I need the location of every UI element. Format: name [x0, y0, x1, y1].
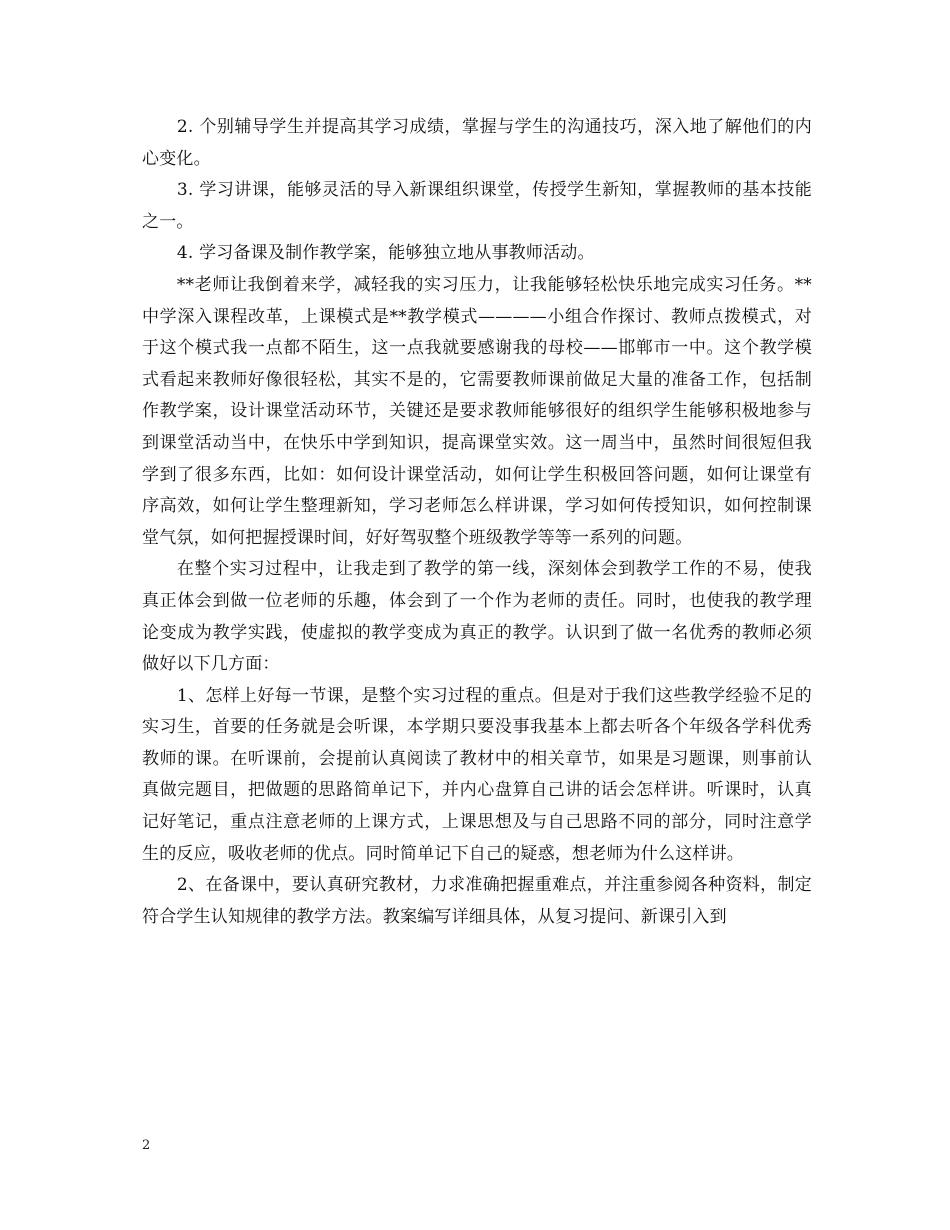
body-text	[142, 112, 812, 933]
paragraph-point-2: 2、在备课中，要认真研究教材，力求准确把握重难点，并注重参阅各种资料，制定符合学生认知规律的教学方法。教案编写详细具体，从复习提问、新课引入到	[142, 875, 812, 927]
paragraph-teaching-mode: **老师让我倒着来学，减轻我的实习压力，让我能够轻松快乐地完成实习任务。**中学深入课程改革，上课模式是**教学模式————小组合作探讨、教师点拨模式，对于这个模式我一点都不陌生，这一点我就要感谢我的母校——邯郸市一中。这个教学模式看起来教师好像很轻松，其实不是的，它需要教师课前做足大量的准备工作，包括制作教学案，设计课堂活动环节，关键还是要求教师能够很好的组织学生能够积极地参与到课堂活动当中，在快乐中学到知识，提高课堂实效。这一周当中，虽然时间很短但我学到了很多东西，比如：如何设计课堂活动，如何让学生积极回答问题，如何让课堂有序高效，如何让学生整理新知，学习老师怎么样讲课，学习如何传授知识，如何控制课堂气氛，如何把握授课时间，好好驾驭整个班级教学等等一系列的问题。	[142, 274, 812, 548]
paragraph-internship-reflection: 在整个实习过程中，让我走到了教学的第一线，深刻体会到教学工作的不易，使我真正体会到做一位老师的乐趣，体会到了一个作为老师的责任。同时，也使我的教学理论变成为教学实践，使虚拟的教学变成为真正的教学。认识到了做一名优秀的教师必须做好以下几方面：	[142, 559, 812, 675]
paragraph-item-2: 2. 个别辅导学生并提高其学习成绩，掌握与学生的沟通技巧，深入地了解他们的内心变化。	[142, 117, 812, 169]
page-number: 2	[142, 1138, 151, 1153]
paragraph-point-1: 1、怎样上好每一节课，是整个实习过程的重点。但是对于我们这些教学经验不足的实习生，首要的任务就是会听课，本学期只要没事我基本上都去听各个年级各学科优秀教师的课。在听课前，会提前认真阅读了教材中的相关章节，如果是习题课，则事前认真做完题目，把做题的思路简单记下，并内心盘算自己讲的话会怎样讲。听课时，认真记好笔记，重点注意老师的上课方式，上课思想及与自己思路不同的部分，同时注意学生的反应，吸收老师的优点。同时简单记下自己的疑惑，想老师为什么这样讲。	[142, 685, 812, 864]
paragraph-item-3: 3. 学习讲课，能够灵活的导入新课组织课堂，传授学生新知，掌握教师的基本技能之一。	[142, 180, 812, 232]
paragraph-item-4: 4. 学习备课及制作教学案，能够独立地从事教师活动。	[176, 243, 595, 264]
